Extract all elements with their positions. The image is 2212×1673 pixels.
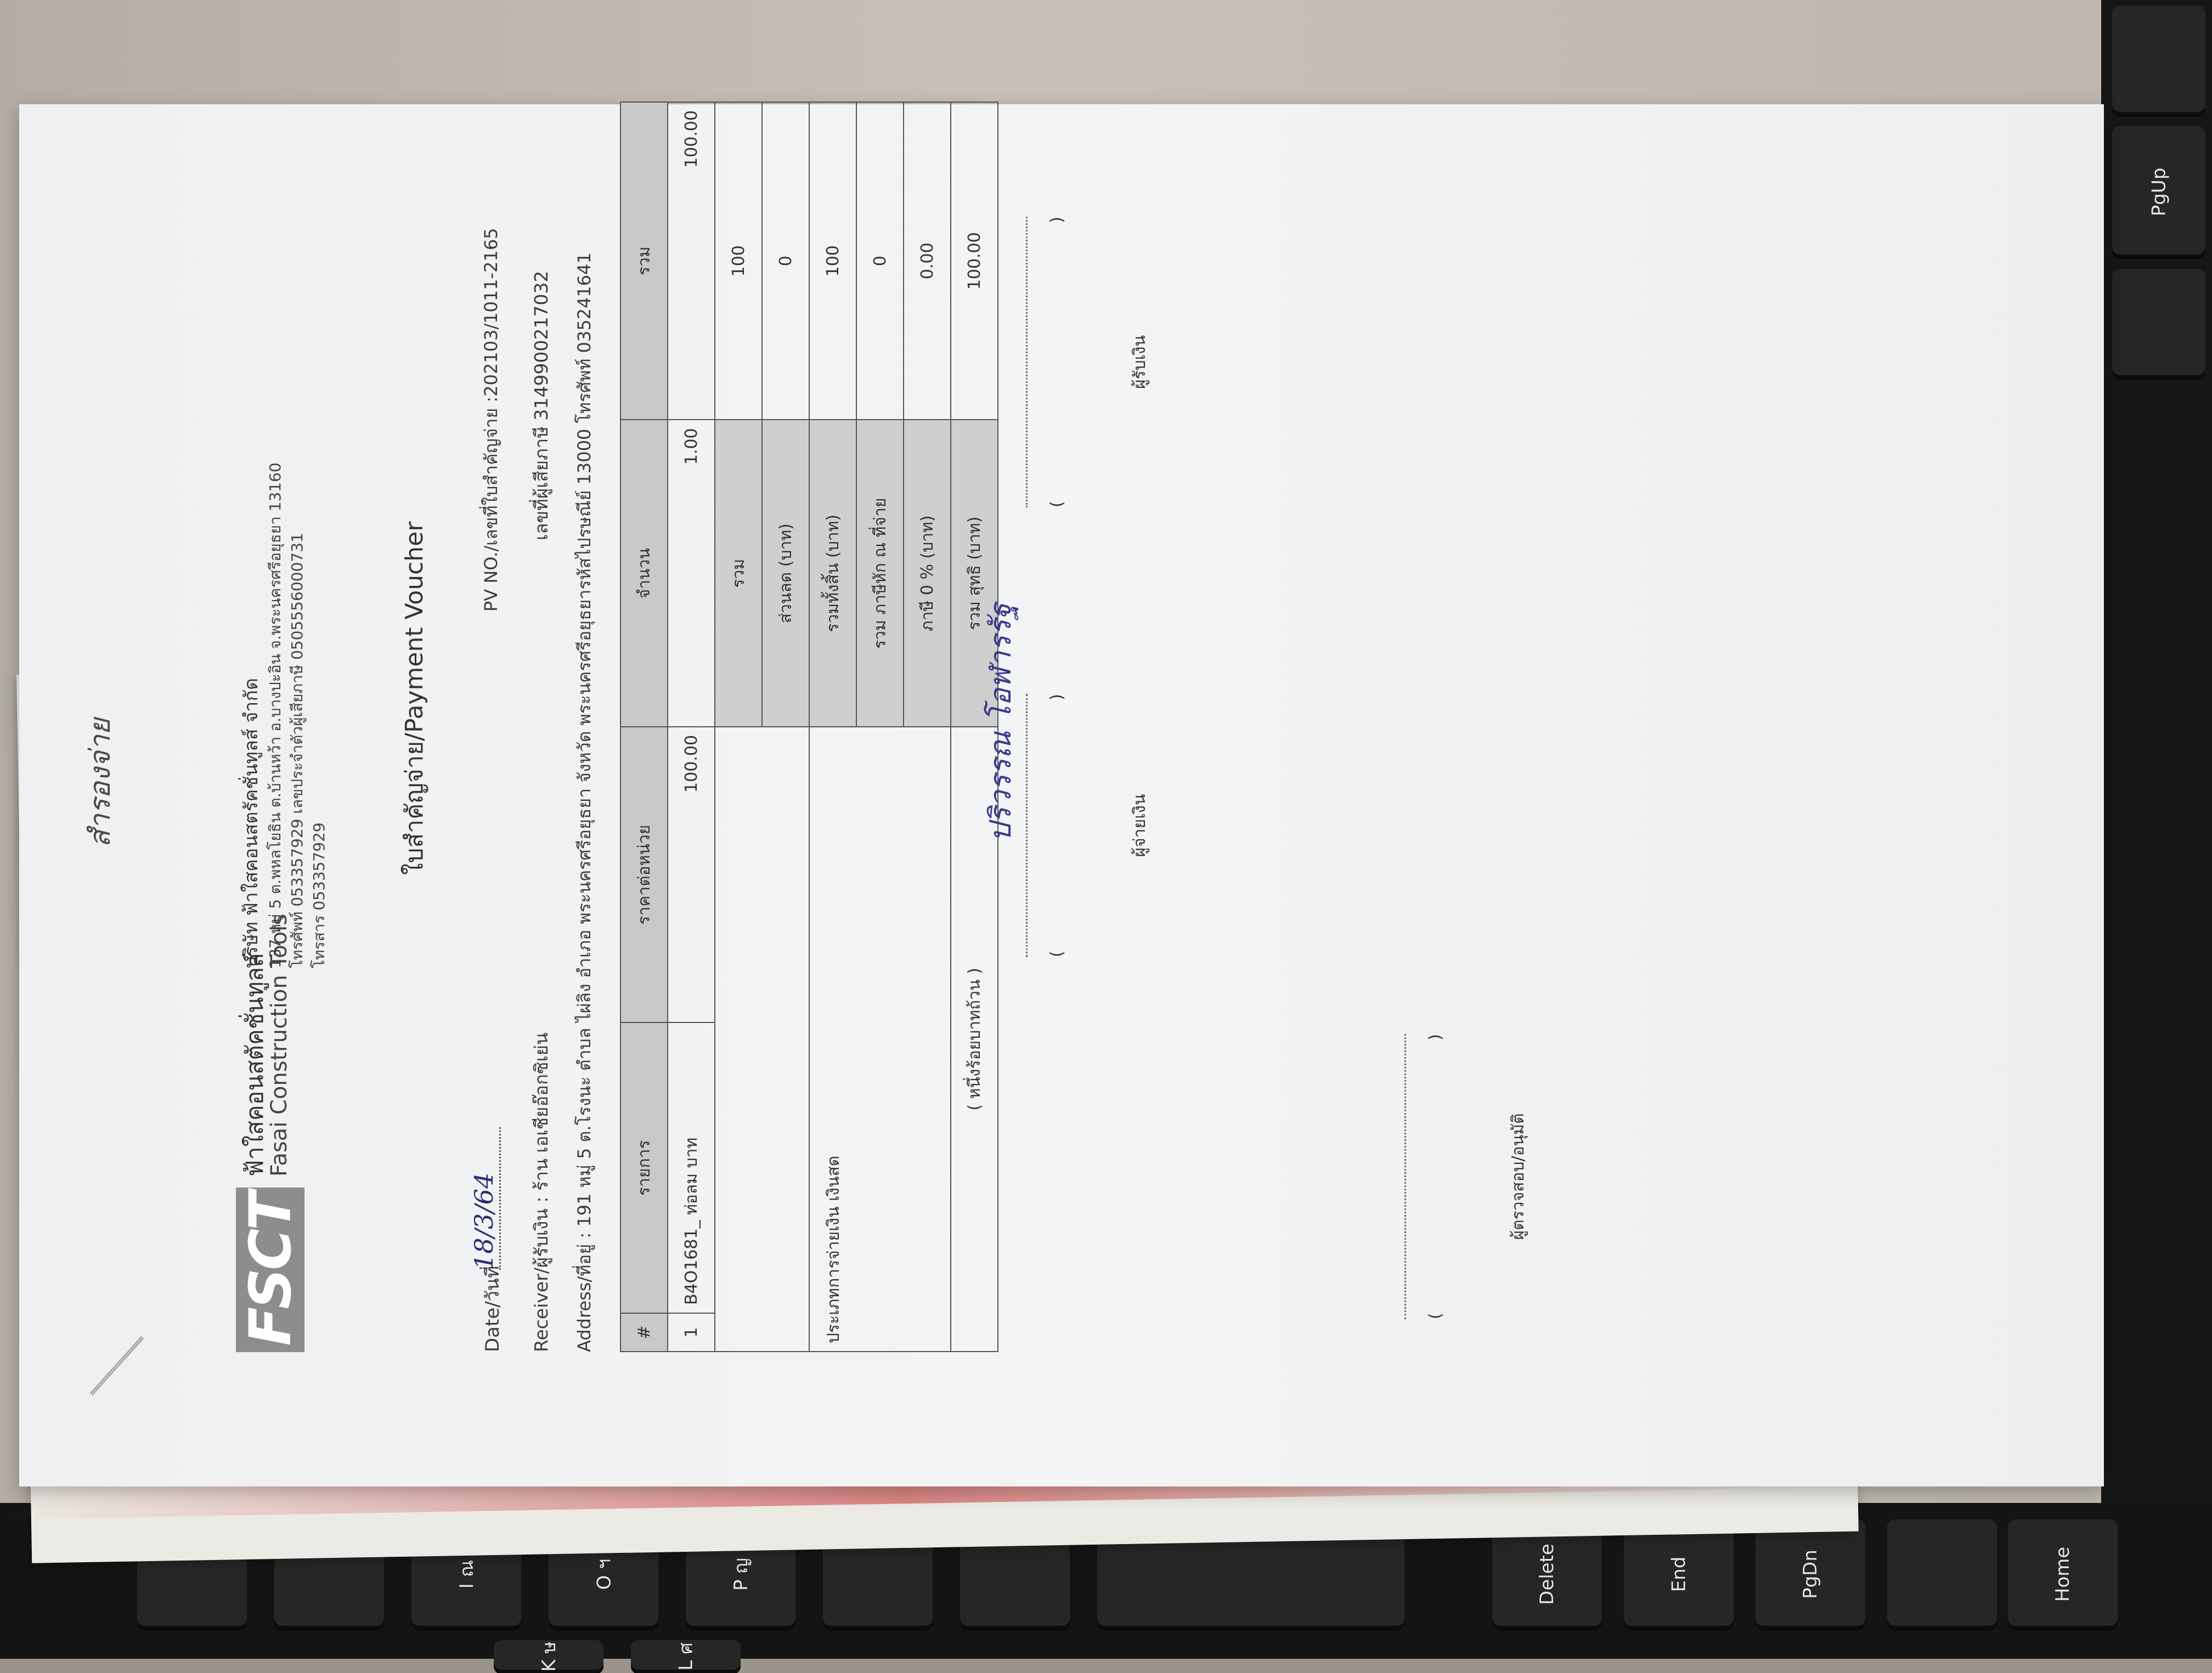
summary-label: รวม สุทธิ (บาท) [951, 420, 998, 726]
amount-in-words: ( หนึ่งร้อยบาทถ้วน ) [951, 727, 998, 1352]
company-tel: โทรศัพท์ 053357929 เลขประจำตัวผู้เสียภาษี 0505556000731 [288, 533, 306, 968]
key-slash[interactable] [1887, 1519, 1997, 1629]
address: Address/ที่อยู่ : 191 หมู่ 5 ต.โรงนะ ตำบล ไผ่ลิง อำเภอ พระนครศรีอยุธยา จังหวัด พระนครศรีอยุธยารหัสไปรษณีย์ 13000 โทรศัพท์ 035241641 [574, 252, 595, 1352]
date-line [499, 1127, 501, 1270]
company-legal-name: บริษัท ฟ้าใสคอนสตรัคชั่นทูลส์ จำกัด [240, 677, 262, 968]
col-header-item: รายการ [620, 1022, 668, 1313]
company-address: 137 หมู่ 5 ต.พหลโยธิน ต.บ้านหว้า อ.บางปะอิน จ.พระนครศรีอยุธยา 13160 [266, 462, 284, 968]
summary-label: ภาษี 0 % (บาท) [904, 420, 951, 726]
payment-type-cell [809, 727, 951, 1352]
summary-label: ส่วนลด (บาท) [762, 420, 809, 726]
handwritten-stamp: สำรองจ่าย [84, 718, 117, 847]
approver-signature-block [1404, 1034, 1531, 1319]
pv-number: PV NO./เลขที่ใบสำคัญจ่าย :202103/1011-2165 [481, 228, 501, 612]
receiver-name-parentheses: ( ) [1047, 217, 1066, 507]
receiver: Receiver/ผู้รับเงิน : ร้าน เอเชียอ๊อกซิเย่น [531, 1032, 552, 1352]
col-header-unit-price: ราคาต่อหน่วย [620, 727, 668, 1023]
table-header-row [620, 102, 668, 1352]
key-i[interactable]: I ณ [411, 1519, 521, 1629]
receiver-signature-line [1026, 217, 1028, 507]
date-value: 18/3/64 [469, 1172, 499, 1270]
key-end[interactable]: End [1624, 1519, 1734, 1629]
key-k[interactable]: K ษ [494, 1640, 603, 1673]
key-l[interactable]: L ศ [631, 1640, 741, 1673]
key-o[interactable]: O ฯ [549, 1519, 658, 1629]
approver-label: ผู้ตรวจสอบ/อนุมัติ [1509, 1113, 1528, 1240]
payer-label: ผู้จ่ายเงิน [1130, 794, 1149, 857]
date-label: Date/วันที่ [482, 1265, 504, 1352]
summary-value: 0.00 [904, 102, 951, 420]
row-qty: 1.00 [668, 420, 715, 726]
keyboard-side [2101, 0, 2212, 1659]
approver-signature-line [1404, 1034, 1406, 1319]
empty-area [715, 727, 809, 1352]
key-pgup[interactable]: PgUp [2112, 126, 2205, 258]
payer-signature-line [1026, 694, 1028, 957]
approver-area [1393, 847, 1723, 1396]
col-header-qty: จำนวน [620, 420, 668, 726]
summary-label: รวมทั้งสิ้น (บาท) [809, 420, 856, 726]
payment-voucher [44, 63, 1149, 1396]
key-9[interactable] [2112, 5, 2205, 115]
col-header-no: # [620, 1313, 668, 1352]
payer-signature: ปริวรรณ โอฬารรัฐ [983, 603, 1018, 842]
summary-label: รวม ภาษีหัก ณ ที่จ่าย [856, 420, 904, 726]
company-name-th: ฟ้าใสคอนสตัคชั่นทูลส์ [241, 952, 269, 1177]
summary-value: 0 [856, 102, 904, 420]
approver-name-parentheses: ( ) [1426, 1034, 1445, 1319]
row-no: 1 [668, 1313, 715, 1352]
summary-value: 100.00 [951, 102, 998, 420]
summary-label: รวม [715, 420, 762, 726]
company-name-en: Fasai Construction Tools [267, 914, 292, 1177]
company-logo: FSCT [236, 1188, 304, 1352]
receiver-label: ผู้รับเงิน [1130, 335, 1149, 389]
row-total: 100.00 [668, 102, 715, 420]
summary-row [809, 102, 856, 1352]
key-up[interactable] [2112, 269, 2205, 378]
summary-value: 100 [809, 102, 856, 420]
document-title: ใบสำคัญจ่าย/Payment Voucher [400, 521, 428, 875]
summary-value: 100 [715, 102, 762, 420]
company-fax: โทรสาร 053357929 [310, 822, 328, 968]
payment-type: ประเภทการจ่ายเงิน เงินสด [824, 1155, 843, 1343]
payer-signature-block [1026, 694, 1153, 957]
summary-value: 0 [762, 102, 809, 420]
table-row [668, 102, 715, 1352]
row-unit-price: 100.00 [668, 727, 715, 1023]
col-header-total: รวม [620, 102, 668, 420]
payer-name-parentheses: ( ) [1047, 694, 1066, 957]
key-home[interactable]: Home [2008, 1519, 2118, 1629]
voucher-table [620, 101, 998, 1352]
key-pgdn[interactable]: PgDn [1756, 1519, 1865, 1629]
summary-row [715, 102, 762, 1352]
receiver-signature-block [1026, 217, 1153, 507]
row-item: B4O1681_ ท่อลม บาท [668, 1022, 715, 1313]
key-delete[interactable]: Delete [1492, 1519, 1602, 1629]
key-p[interactable]: P ญ [686, 1519, 795, 1629]
tax-id: เลขที่ผู้เสียภาษี 3149900217032 [531, 270, 552, 540]
